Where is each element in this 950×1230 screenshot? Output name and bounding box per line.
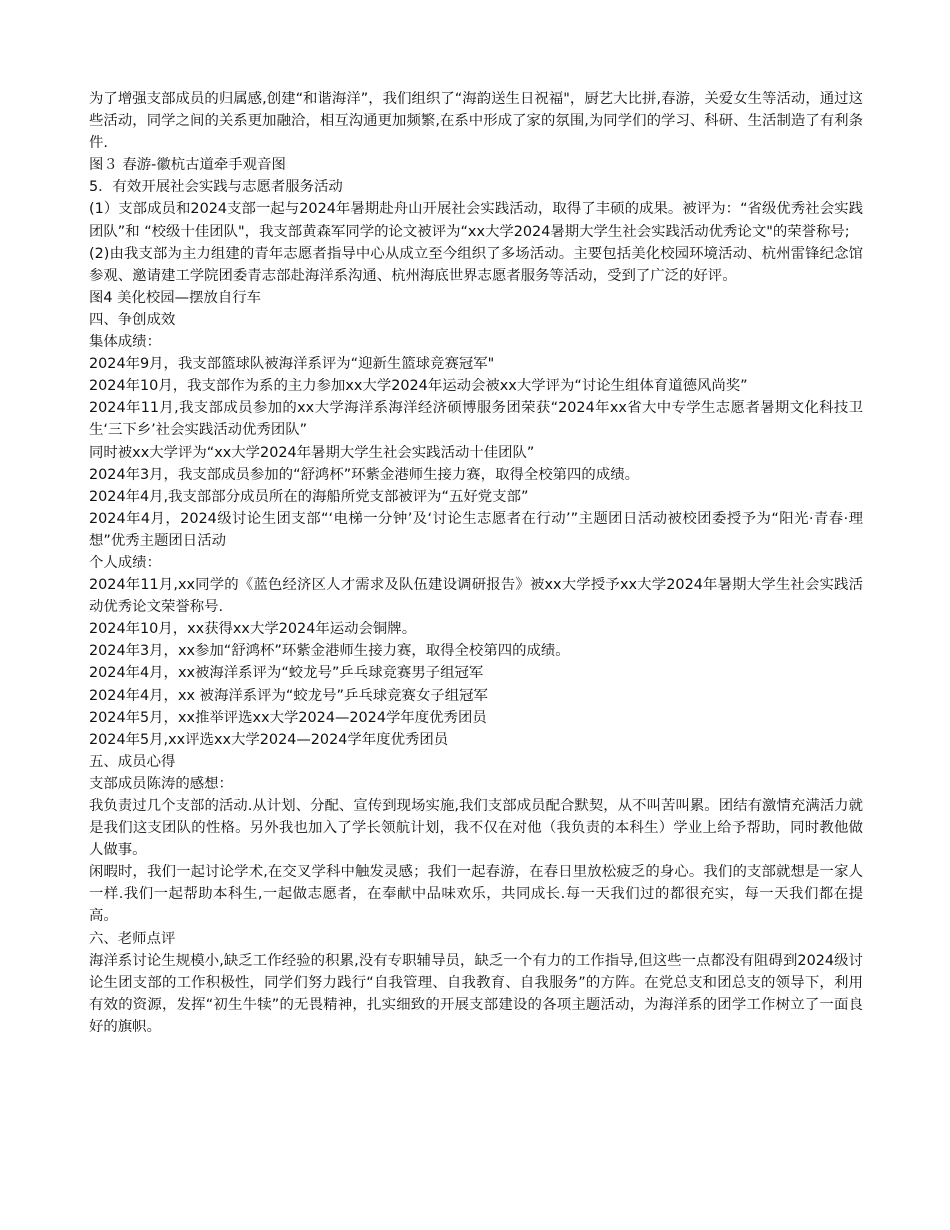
document-body bbox=[89, 88, 863, 1038]
achievement-item: 2024年5月，xx推举评选xx大学2024—2024学年度优秀团员 bbox=[89, 709, 487, 726]
paragraph-teacher-comment: 海洋系讨论生规模小,缺乏工作经验的积累,没有专职辅导员，缺乏一个有力的工作指导,但这些一点都没有阻碍到2024级讨论生团支部的工作积极性，同学们努力践行“自我管理、自我教育、自我服务”的方阵。在党总支和团总支的领导下，利用有效的资源，发挥“初生牛犊”的无畏精神，扎实细致的开展支部建设的各项主题活动，为海洋系的团学工作树立了一面良好的旗帜。 bbox=[89, 952, 863, 1035]
achievement-item: 2024年11月,xx同学的《蓝色经济区人才需求及队伍建设调研报告》被xx大学授予xx大学2024年暑期大学生社会实践活动优秀论文荣誉称号. bbox=[89, 577, 863, 616]
section-heading-5-members: 五、成员心得 bbox=[89, 753, 176, 770]
subheading-member: 支部成员陈涛的感想： bbox=[89, 775, 233, 792]
achievement-item: 2024年4月，xx 被海洋系评为“蛟龙号”乒乓球竞赛女子组冠军 bbox=[89, 687, 488, 704]
achievement-item: 2024年5月,xx评选xx大学2024—2024学年度优秀团员 bbox=[89, 731, 449, 748]
paragraph-intro: 为了增强支部成员的归属感,创建“和谐海洋”，我们组织了“海韵送生日祝福"，厨艺大比拼,春游，关爱女生等活动，通过这些活动，同学之间的关系更加融洽，相互沟通更加频繁,在系中形成了家的氛围,为同学们的学习、科研、生活制造了有利条件. bbox=[89, 91, 863, 152]
section-heading-5: 5．有效开展社会实践与志愿者服务活动 bbox=[89, 179, 343, 196]
subheading-individual: 个人成绩： bbox=[89, 554, 161, 571]
achievement-item: 2024年11月,我支部成员参加的xx大学海洋系海洋经济硕博服务团荣获“2024年xx省大中专学生志愿者暑期文化科技卫生‘三下乡’社会实践活动优秀团队” bbox=[89, 400, 863, 439]
achievement-item: 2024年3月，我支部成员参加的“舒鸿杯”环紫金港师生接力赛，取得全校第四的成绩。 bbox=[89, 466, 639, 483]
achievement-item: 同时被xx大学评为“xx大学2024年暑期大学生社会实践活动十佳团队” bbox=[89, 444, 535, 461]
paragraph-practice-1: (1）支部成员和2024支部一起与2024年暑期赴舟山开展社会实践活动，取得了丰硕的成果。被评为：“省级优秀社会实践团队”和 “校级十佳团队"，我支部黄森军同学的论文被评为“xx大学2024暑期大学生社会实践活动优秀论文"的荣誉称号; bbox=[89, 201, 863, 240]
section-heading-4: 四、争创成效 bbox=[89, 311, 176, 328]
subheading-collective: 集体成绩： bbox=[89, 334, 161, 351]
paragraph-practice-2: (2)由我支部为主力组建的青年志愿者指导中心从成立至今组织了多场活动。主要包括美化校园环境活动、杭州雷锋纪念馆参观、邀请建工学院团委青志部赴海洋系沟通、杭州海底世界志愿者服务等活动，受到了广泛的好评。 bbox=[89, 245, 863, 284]
achievement-item: 2024年3月，xx参加“舒鸿杯”环紫金港师生接力赛，取得全校第四的成绩。 bbox=[89, 643, 570, 660]
paragraph-reflection-1: 我负责过几个支部的活动.从计划、分配、宣传到现场实施,我们支部成员配合默契，从不叫苦叫累。团结有激情充满活力就是我们这支团队的性格。另外我也加入了学长领航计划，我不仅在对他（我负责的本科生）学业上给予帮助，同时教他做人做事。 bbox=[89, 798, 863, 859]
figure-caption-4: 图4 美化校园—摆放自行车 bbox=[89, 289, 262, 306]
achievement-item: 2024年4月，xx被海洋系评为“蛟龙号”乒乓球竞赛男子组冠军 bbox=[89, 665, 484, 682]
achievement-item: 2024年9月，我支部篮球队被海洋系评为“迎新生篮球竞赛冠军" bbox=[89, 356, 495, 373]
achievement-item: 2024年10月，xx获得xx大学2024年运动会铜牌。 bbox=[89, 621, 417, 638]
section-heading-6: 六、老师点评 bbox=[89, 930, 176, 947]
achievement-item: 2024年4月，2024级讨论生团支部“‘电梯一分钟’及‘讨论生志愿者在行动’”主题团日活动被校团委授予为“阳光·青春·理想”优秀主题团日活动 bbox=[89, 510, 863, 549]
figure-caption-3: 图３ 春游-徽杭古道牵手观音图 bbox=[89, 157, 286, 174]
achievement-item: 2024年10月，我支部作为系的主力参加xx大学2024年运动会被xx大学评为“讨论生组体育道德风尚奖” bbox=[89, 378, 748, 395]
paragraph-reflection-2: 闲暇时，我们一起讨论学术,在交叉学科中触发灵感；我们一起春游，在春日里放松疲乏的身心。我们的支部就想是一家人一样.我们一起帮助本科生,一起做志愿者，在奉献中品味欢乐，共同成长.每一天我们过的都很充实，每一天我们都在提高。 bbox=[89, 864, 863, 925]
achievement-item: 2024年4月,我支部部分成员所在的海船所党支部被评为“五好党支部” bbox=[89, 488, 529, 505]
